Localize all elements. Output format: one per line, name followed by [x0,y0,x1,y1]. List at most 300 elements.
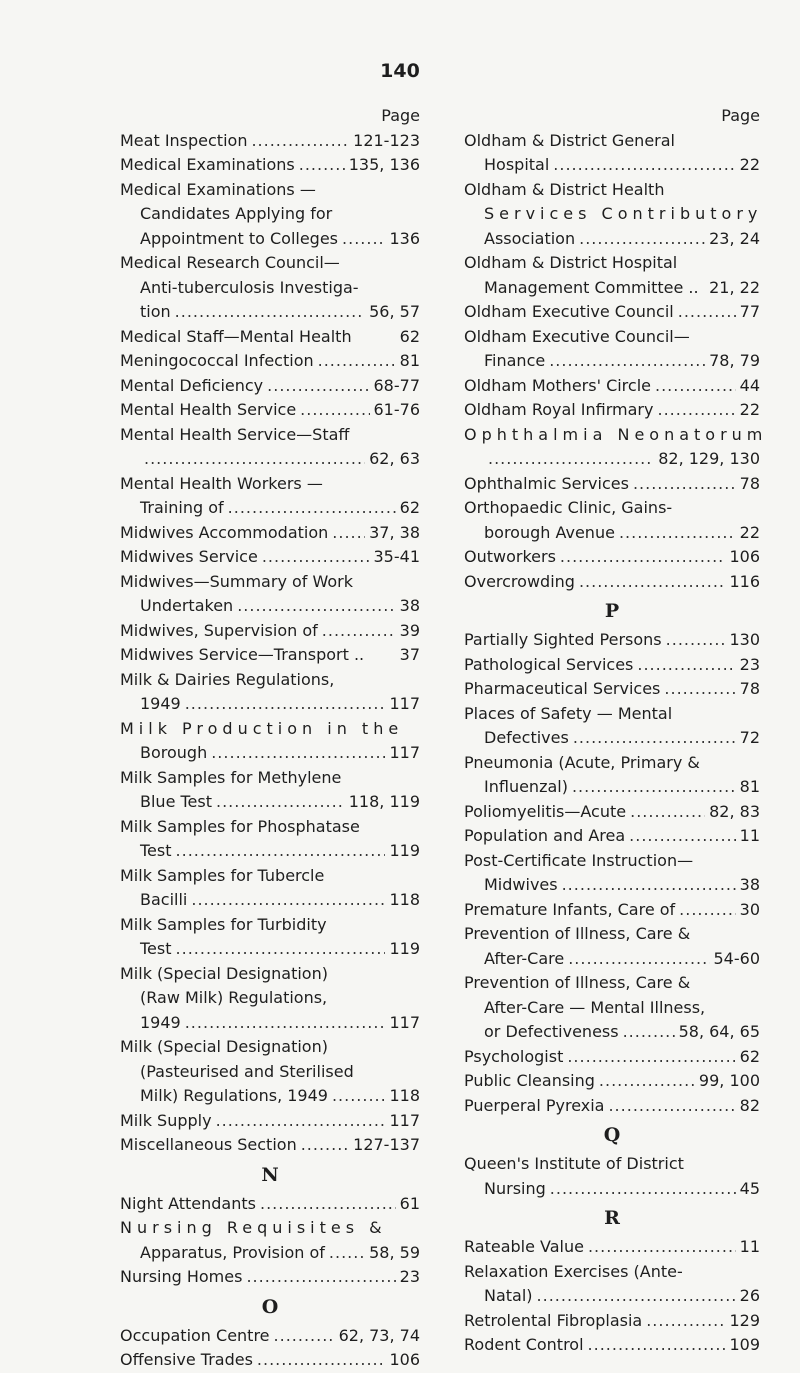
entry-text: Public Cleansing [464,1071,595,1090]
leader-dots [633,472,736,497]
leader-dots [332,521,365,546]
page-reference: 58, 64, 65 [678,1022,760,1041]
index-entry [464,1045,760,1070]
index-entry [120,227,420,252]
page-reference: 118 [389,1086,420,1105]
entry-text: 1949 [140,694,181,713]
entry-text: Test [140,939,172,958]
leader-dots [191,888,385,913]
leader-dots [657,398,735,423]
page-reference: 116 [729,571,760,591]
index-entry [120,349,420,374]
page-reference: 119 [389,841,420,860]
entry-text: Training of [140,498,224,517]
leader-dots [216,1109,386,1134]
leader-dots [579,570,726,595]
entry-text: Milk Supply [120,1110,212,1130]
index-entry [120,374,420,399]
entry-text: Offensive Trades [120,1350,253,1369]
entry-text: Milk & Dairies Regulations, [120,669,335,689]
page-reference: 58, 59 [369,1242,420,1262]
entry-text: Mental Health Service—Staff [120,424,350,444]
page-reference: 37, 38 [369,522,420,542]
index-entry [464,824,760,849]
entry-text: Medical Examinations [120,155,295,174]
leader-dots [262,545,370,570]
index-entry [120,668,420,693]
index-entry [464,751,760,776]
index-entry [120,888,420,913]
page-reference: 117 [389,743,420,762]
page-reference: 44 [739,375,760,395]
index-entry [120,472,420,497]
page-column-heading: Page [721,106,760,125]
leader-dots [488,447,654,472]
entry-text: Prevention of Illness, Care & [464,924,691,943]
entry-text: Night Attendants [120,1193,256,1213]
leader-dots [560,545,726,570]
entry-text: Anti-tuberculosis Investiga- [140,277,359,297]
leader-dots [666,628,726,653]
page-reference: 37 [399,645,420,664]
index-entry [464,898,760,923]
entry-text: Test [140,841,172,860]
index-entry [120,839,420,864]
page-reference: 62 [739,1046,760,1066]
index-entry [120,1324,420,1349]
entry-text: Midwives Accommodation [120,522,329,542]
entry-text: Borough [140,743,208,762]
entry-text: Mental Deficiency [120,375,264,395]
index-entry [464,1309,760,1334]
entry-text: Pharmaceutical Services [464,679,661,698]
leader-dots [630,800,705,825]
entry-text: Nursing [484,1178,546,1198]
index-entry [120,545,420,570]
index-column-right [464,104,768,1358]
entry-text: Bacilli [140,890,188,909]
entry-text: Pathological Services [464,654,634,674]
leader-dots [619,521,736,546]
leader-dots [568,947,709,972]
page-reference: 26 [739,1286,760,1305]
index-entry [464,677,760,702]
page-reference: 22 [739,522,760,542]
leader-dots [246,1265,395,1290]
leader-dots [176,839,386,864]
index-entry [120,570,420,595]
index-entry [464,775,760,800]
index-entry [464,1020,760,1045]
entry-text: Retrolental Fibroplasia [464,1310,643,1330]
leader-dots [251,129,349,154]
leader-dots [655,374,736,399]
index-entry [120,594,420,619]
page-reference: 78 [739,473,760,493]
entry-text: 1949 [140,1012,181,1032]
leader-dots [567,1045,735,1070]
index-entry [120,766,420,791]
leader-dots [301,1133,349,1158]
index-entry [464,1284,760,1309]
leader-dots [572,775,736,800]
entry-text: Nursing Homes [120,1267,243,1286]
leader-dots [623,1020,675,1045]
page-reference: 77 [739,302,760,321]
page-reference: 11 [739,826,760,845]
index-entry [464,996,760,1021]
index-entry [120,986,420,1011]
page-reference: 81 [739,777,760,796]
entry-text: Midwives, Supervision of [120,620,318,640]
leader-dots [228,496,396,521]
index-entry [120,962,420,987]
section-letter: N [261,1163,279,1186]
entry-text: Oldham & District Hospital [464,253,678,272]
index-entry [120,251,420,276]
entry-text: Milk Samples for Methylene [120,767,342,787]
index-entry [120,325,420,350]
entry-text: Defectives [484,728,569,747]
leader-dots [562,873,736,898]
index-entry [464,628,760,653]
index-entry [120,790,420,815]
entry-text: Milk Production in the [120,718,404,738]
entry-text: Milk (Special Designation) [120,963,328,983]
entry-text: After-Care — Mental Illness, [484,997,706,1017]
page-reference: 82, 129, 130 [658,449,760,468]
index-entry [120,1216,420,1241]
index-entry [120,643,420,668]
index-entry [464,300,760,325]
index-entry [120,496,420,521]
page-reference: 78, 79 [709,351,760,370]
leader-dots [300,398,369,423]
page-reference: 68-77 [373,375,420,395]
entry-text: Relaxation Exercises (Ante- [464,1261,683,1281]
index-entry [464,849,760,874]
entry-text: Orthopaedic Clinic, Gains- [464,498,673,517]
entry-text: Oldham & District General [464,130,675,150]
entry-text: Mental Health Service [120,400,297,419]
entry-text: Services Contributory [484,204,763,223]
page-reference: 38 [399,596,420,615]
index-entry [120,1192,420,1217]
entry-text: Occupation Centre [120,1325,270,1345]
index-entry [464,1094,760,1119]
index-entry [464,276,760,301]
index-entry [120,178,420,203]
entry-text: Pneumonia (Acute, Primary & [464,752,700,772]
entry-text: Medical Examinations — [120,179,316,199]
index-entry [120,202,420,227]
page-reference: 109 [729,1335,760,1354]
page-reference: 30 [739,899,760,919]
page-reference: 22 [739,400,760,419]
index-entry [464,472,760,497]
page-reference: 22 [739,155,760,174]
page-reference: 62, 73, 74 [338,1325,420,1345]
index-entry [464,349,760,374]
page-reference: 61-76 [373,400,420,419]
entry-text: Miscellaneous Section [120,1135,297,1154]
page-reference: 54-60 [713,948,760,968]
index-entry [464,1152,760,1177]
index-entry [120,741,420,766]
entry-text: Blue Test [140,792,212,811]
index-entry [120,913,420,938]
page-number: 140 [380,60,420,82]
section-letter: P [604,600,620,622]
leader-dots [211,741,385,766]
leader-dots [629,824,735,849]
index-entry [120,1133,420,1158]
page-column-heading: Page [381,106,420,125]
index-entry [120,619,420,644]
entry-text: Milk Samples for Tubercle [120,865,325,885]
leader-dots [144,447,365,472]
leader-dots [185,1011,386,1036]
entry-text: Milk (Special Designation) [120,1037,328,1056]
index-entry [120,717,420,742]
entry-text: Nursing Requisites & [120,1218,387,1237]
index-entry [120,398,420,423]
index-entry [120,423,420,448]
leader-dots [549,349,705,374]
entry-text: Influenzal) [484,777,568,796]
index-entries-right [464,129,768,1358]
index-entry [464,971,760,996]
entry-text: Poliomyelitis—Acute [464,801,627,821]
index-entry [464,129,760,154]
leader-dots [332,1084,386,1109]
leader-dots [342,227,385,252]
entry-text: Association [484,228,576,248]
leader-dots [664,677,735,702]
entry-text: Overcrowding [464,571,575,591]
leader-dots [573,726,736,751]
entry-text: borough Avenue [484,522,615,542]
page-reference: 23, 24 [709,228,760,248]
page-reference: 62 [399,326,420,346]
index-entry [464,1260,760,1285]
leader-dots [175,300,365,325]
entry-text: Milk Samples for Phosphatase [120,816,360,836]
page-reference: 35-41 [373,547,420,566]
index-entry [464,1235,760,1260]
entry-text: (Pasteurised and Sterilised [140,1061,354,1081]
page-reference: 39 [399,620,420,640]
page-reference: 82 [739,1095,760,1115]
index-entry [120,1011,420,1036]
page-reference: 117 [389,694,420,713]
entry-text: (Raw Milk) Regulations, [140,988,328,1007]
entry-text: Partially Sighted Persons [464,630,662,649]
index-entry [464,423,768,448]
page-reference: 23 [399,1267,420,1286]
index-entry [120,129,420,154]
entry-text: Midwives Service [120,547,258,566]
index-entry [120,1035,420,1060]
section-letter: Q [603,1124,621,1146]
entry-text: Management Committee .. [484,277,699,297]
index-entry [464,496,760,521]
index-entry [120,276,420,301]
leader-dots [257,1348,386,1373]
leader-dots [216,790,345,815]
entry-text: Milk Samples for Turbidity [120,914,327,934]
index-entry [464,1177,760,1202]
index-entry [464,521,760,546]
index-entries-left [120,129,420,1373]
page-reference: 99, 100 [698,1071,760,1090]
entry-text: Appointment to Colleges [140,228,339,248]
leader-dots [537,1284,736,1309]
entry-text: Premature Infants, Care of [464,899,676,919]
leader-dots [679,898,735,923]
index-entry [120,937,420,962]
leader-dots [318,349,396,374]
entry-text: Meningococcal Infection [120,351,314,370]
page-reference: 127-137 [353,1135,420,1154]
entry-text: Midwives Service—Transport .. [120,645,365,664]
entry-text: or Defectiveness [484,1022,619,1041]
page-reference: 62 [399,498,420,517]
entry-text: Oldham Executive Council [464,302,674,321]
entry-text: tion [140,302,171,321]
entry-text: Queen's Institute of District [464,1154,684,1173]
entry-text: Oldham & District Health [464,179,665,199]
leader-dots [637,653,735,678]
index-entry [464,178,760,203]
leader-dots [185,692,386,717]
leader-dots [237,594,395,619]
entry-text: Rateable Value [464,1237,584,1256]
entry-text: After-Care [484,948,565,968]
entry-text: Ophthalmia Neonatorum [464,424,768,444]
index-entry [464,447,760,472]
leader-dots [267,374,369,399]
index-entry [120,153,420,178]
page-reference: 78 [739,679,760,698]
leader-dots [329,1241,365,1266]
entry-text: Places of Safety — Mental [464,703,673,723]
page-reference: 117 [389,1012,420,1032]
entry-text: Population and Area [464,826,626,845]
entry-text: Mental Health Workers — [120,473,323,493]
page-reference: 118, 119 [348,792,420,811]
entry-text: Oldham Mothers' Circle [464,375,651,395]
leader-dots [588,1235,736,1260]
entry-text: Candidates Applying for [140,204,333,223]
index-column-left [120,104,420,1373]
entry-text: Medical Research Council— [120,253,340,272]
index-entry [120,815,420,840]
leader-dots [322,619,396,644]
entry-text: Milk) Regulations, 1949 [140,1086,328,1105]
page-reference: 72 [739,728,760,747]
index-entry [464,800,760,825]
index-entry [464,922,760,947]
page-reference: 118 [389,890,420,909]
page-reference: 117 [389,1110,420,1130]
page-reference: 121-123 [353,130,420,150]
index-entry [464,202,763,227]
leader-dots [176,937,386,962]
entry-text: Midwives—Summary of Work [120,571,354,591]
page-reference: 82, 83 [709,801,760,821]
index-entry [464,325,760,350]
entry-text: Post-Certificate Instruction— [464,850,694,870]
leader-dots [550,1177,736,1202]
index-entry [464,398,760,423]
page-reference: 38 [739,875,760,894]
page-reference: 61 [399,1193,420,1213]
index-entry [464,653,760,678]
entry-text: Ophthalmic Services [464,473,629,493]
entry-text: Psychologist [464,1046,564,1066]
index-entry [120,1109,420,1134]
index-entry [464,873,760,898]
leader-dots [646,1309,725,1334]
page-reference: 106 [389,1350,420,1369]
index-entry [464,545,760,570]
page-reference: 45 [739,1178,760,1198]
index-entry [120,300,420,325]
page-reference: 62, 63 [369,449,420,468]
page-reference: 106 [729,547,760,566]
entry-text: Apparatus, Provision of [140,1242,325,1262]
index-entry [120,864,420,889]
page-reference: 11 [739,1237,760,1256]
entry-text: Rodent Control [464,1335,584,1354]
index-entry [120,692,420,717]
page-reference: 119 [389,939,420,958]
entry-text: Outworkers [464,547,556,566]
leader-dots [274,1324,335,1349]
page-reference: 129 [729,1310,760,1330]
index-entry [464,1069,760,1094]
entry-text: Oldham Royal Infirmary [464,400,654,419]
page-reference: 135, 136 [348,155,420,174]
entry-text: Oldham Executive Council— [464,326,690,346]
index-entry [120,1060,420,1085]
index-entry [120,447,420,472]
entry-text: Undertaken [140,596,234,615]
leader-dots [553,153,735,178]
index-entry [120,1265,420,1290]
entry-text: Medical Staff—Mental Health [120,326,352,346]
entry-text: Hospital [484,155,550,174]
entry-text: Puerperal Pyrexia [464,1095,605,1115]
index-entry [464,570,760,595]
leader-dots [260,1192,396,1217]
page-reference: 21, 22 [709,277,760,297]
leader-dots [579,227,705,252]
index-entry [464,153,760,178]
entry-text: Prevention of Illness, Care & [464,973,691,992]
index-entry [464,251,760,276]
entry-text: Midwives [484,875,558,894]
leader-dots [299,153,345,178]
index-entry [120,1348,420,1373]
index-entry [464,702,760,727]
leader-dots [608,1094,735,1119]
index-entry [464,726,760,751]
page-reference: 130 [729,630,760,649]
index-entry [464,947,760,972]
leader-dots [678,300,736,325]
